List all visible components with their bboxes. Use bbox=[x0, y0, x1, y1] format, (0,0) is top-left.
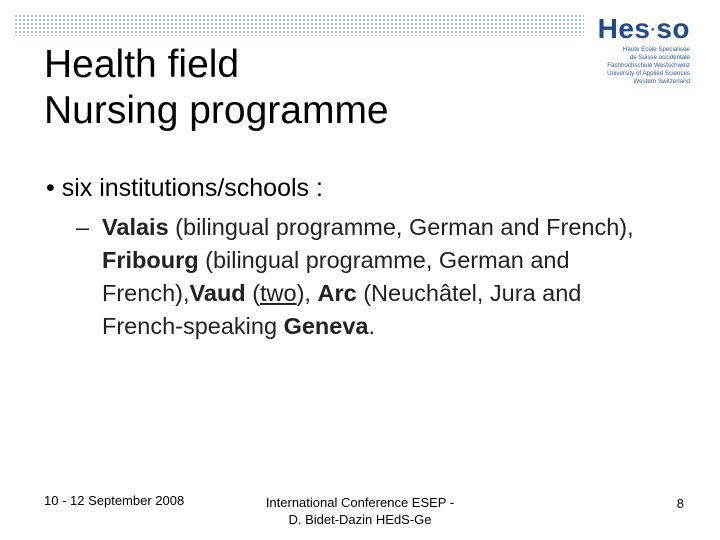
title-line-2: Nursing programme bbox=[44, 89, 389, 132]
footer-conference-line-1: International Conference ESEP - bbox=[265, 495, 455, 510]
hes-so-logo bbox=[590, 14, 690, 86]
school-geneva: Geneva bbox=[283, 313, 369, 339]
slide-title bbox=[44, 42, 389, 134]
sub-bullet-dash: – bbox=[76, 214, 90, 240]
logo-line: University of Applied Sciences bbox=[607, 69, 690, 77]
footer-conference-line-2: D. Bidet-Dazin HEdS-Ge bbox=[288, 512, 432, 527]
logo-wordmark: Hes·so bbox=[597, 13, 690, 44]
vaud-count: two bbox=[260, 280, 297, 306]
logo-line: de Suisse occidentale bbox=[629, 53, 690, 61]
logo-line: Fachhochschule Westschweiz bbox=[607, 61, 690, 69]
logo-line: Haute Ecole Spécialisée bbox=[622, 45, 690, 53]
decorative-dot-band bbox=[14, 14, 584, 36]
sub-bullet-item bbox=[76, 211, 636, 343]
school-vaud: Vaud bbox=[189, 280, 246, 306]
title-line-1: Health field bbox=[44, 43, 240, 86]
page-number: 8 bbox=[676, 496, 684, 511]
logo-line: Western Switzerland bbox=[633, 77, 690, 85]
sub-bullet-text: Valais (bilingual programme, German and French), Fribourg (bilingual programme, German and French),Vaud (two), Arc (Neuchâtel, Jura and French-speaking Geneva. bbox=[102, 214, 634, 339]
bullet-marker: • bbox=[46, 174, 55, 202]
bullet-text: six institutions/schools : bbox=[61, 174, 323, 202]
footer-date: 10 - 12 September 2008 bbox=[44, 493, 185, 508]
school-fribourg: Fribourg bbox=[102, 247, 199, 273]
bullet-item bbox=[46, 172, 323, 204]
footer-conference bbox=[240, 494, 480, 528]
school-arc: Arc bbox=[317, 280, 357, 306]
school-valais: Valais bbox=[102, 214, 169, 240]
